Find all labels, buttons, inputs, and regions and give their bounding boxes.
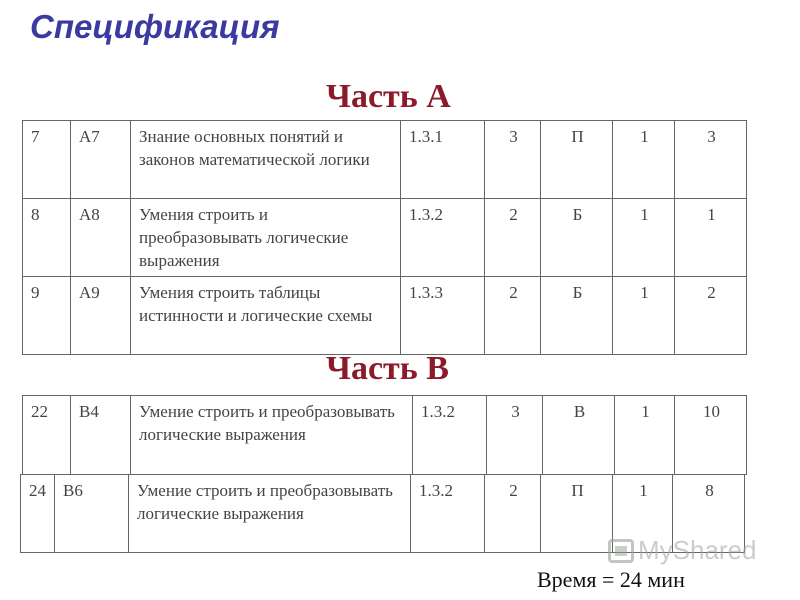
row-number: 24	[21, 475, 55, 553]
watermark-text: MyShared	[638, 535, 757, 565]
value-col7: 1	[613, 199, 675, 277]
part-a-table	[22, 120, 747, 355]
value-col8: 2	[675, 277, 747, 355]
task-code: А9	[71, 277, 131, 355]
row-number: 7	[23, 121, 71, 199]
value-col7: 1	[613, 277, 675, 355]
codifier: 1.3.3	[401, 277, 485, 355]
level: Б	[541, 277, 613, 355]
task-code: В4	[71, 396, 131, 475]
value-col7: 1	[613, 121, 675, 199]
value-col7: 1	[613, 475, 673, 553]
value-col8: 8	[673, 475, 745, 553]
watermark-logo	[608, 535, 757, 566]
task-code: В6	[55, 475, 129, 553]
codifier: 1.3.2	[413, 396, 487, 475]
page-title: Спецификация	[30, 8, 280, 45]
table-row	[23, 396, 747, 475]
value-col7: 1	[615, 396, 675, 475]
part-b-heading: Часть В	[326, 350, 449, 387]
value-col5: 3	[485, 121, 541, 199]
level: П	[541, 475, 613, 553]
time-label: Время = 24 мин	[537, 567, 685, 592]
value-col5: 2	[485, 475, 541, 553]
skill-description: Умения строить таблицы истинности и логические схемы	[131, 277, 401, 355]
value-col8: 1	[675, 199, 747, 277]
task-code: А8	[71, 199, 131, 277]
part-a-heading: Часть А	[326, 78, 451, 115]
skill-description: Умение строить и преобразовывать логические выражения	[131, 396, 413, 475]
codifier: 1.3.1	[401, 121, 485, 199]
level: В	[543, 396, 615, 475]
level: Б	[541, 199, 613, 277]
value-col5: 3	[487, 396, 543, 475]
codifier: 1.3.2	[401, 199, 485, 277]
value-col5: 2	[485, 277, 541, 355]
table-row	[23, 277, 747, 355]
value-col8: 3	[675, 121, 747, 199]
task-code: А7	[71, 121, 131, 199]
value-col8: 10	[675, 396, 747, 475]
row-number: 9	[23, 277, 71, 355]
presentation-icon	[608, 539, 634, 563]
row-number: 22	[23, 396, 71, 475]
table-row	[23, 121, 747, 199]
table-row	[23, 199, 747, 277]
level: П	[541, 121, 613, 199]
value-col5: 2	[485, 199, 541, 277]
row-number: 8	[23, 199, 71, 277]
skill-description: Умения строить и преобразовывать логические выражения	[131, 199, 401, 277]
part-b-table	[22, 395, 747, 475]
skill-description: Знание основных понятий и законов математической логики	[131, 121, 401, 199]
skill-description: Умение строить и преобразовывать логические выражения	[129, 475, 411, 553]
codifier: 1.3.2	[411, 475, 485, 553]
